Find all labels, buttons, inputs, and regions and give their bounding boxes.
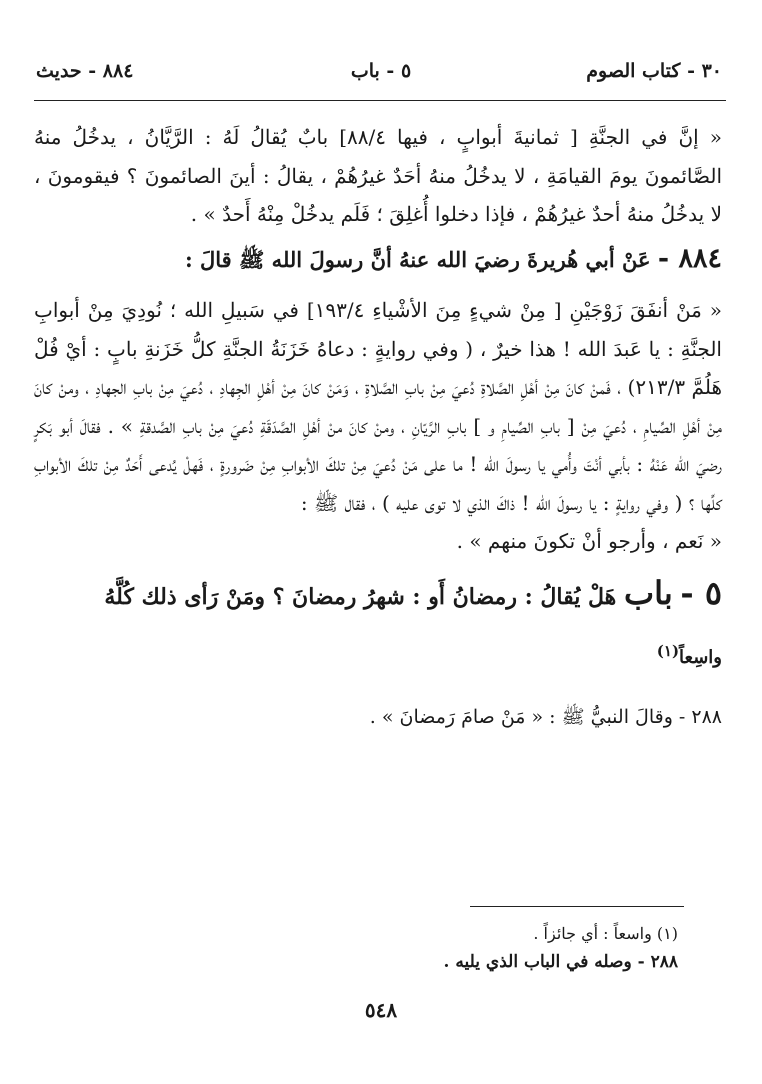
hadith-884-ending: « نَعم ، وأرجو أنْ تكونَ منهم » . [456,529,722,553]
footnote-marker: (١) [656,641,680,660]
hadith-884-heading [34,240,722,280]
footnote-rule [470,906,684,907]
hadith-884-text: « مَنْ أنفَقَ زَوْجَيْنِ [ مِنْ شيءٍ مِنَ الأشْياءِ ١٩٣/٤] في سَبيلِ الله ؛ نُودِيَ مِنْ أبوابِ الجنَّةِ : يا عَبدَ الله ! هذا خيرٌ ، ( وفي روايةٍ : دعاهُ خَزَنَةُ الجنَّةِ كلُّ خَزَنةِ بابٍ : أيْ فُلْ هَلُمَّ ٢١٣/٣) ، فَمنْ كانَ مِنْ أهْلِ الصَّلاةِ دُعيَ مِنْ بابِ الصَّلاةِ ، وَمَنْ كانَ مِنْ أهْلِ الجِهادِ ، دُعيَ مِنْ بابِ الجهادِ ، ومنْ كانَ مِنْ أهْلِ الصِّيامِ ، دُعيَ مِنْ [ بابِ الصِّيامِ و ] بابِ الرَّيّانِ ، ومنْ كانَ منْ أهْلِ الصَّدَقَةِ دُعيَ مِنْ بابِ الصَّدقةِ » . فقالَ أبو بَكرٍ رضيَ الله عَنْهُ : بأبي أنْتَ وأُمي يا رسولَ الله ! ما على مَنْ دُعيَ مِنْ تلكَ الأبوابِ مِنْ ضَرورةٍ ، فَهلْ يُدعى أَحَدٌ مِنْ تلكَ الأبوابِ كلِّها ؟ ( وفي روايةٍ : يا رسولَ الله ! ذاكَ الذي لا توى عليه ) ، فقال ﷺ : [34,298,722,515]
header-hadith-number: ٨٨٤ - حديث [36,60,134,82]
hadith-884-isnad: عَنْ أبي هُريرةَ رضيَ الله عنهُ أنَّ رسولَ الله ﷺ قالَ : [184,246,651,272]
main-text [34,118,722,736]
footnote-1: (١) واسعاً : أي جائزاً . [533,924,678,943]
footnote-288: ٢٨٨ - وصله في الباب الذي يليه . [443,952,678,972]
chapter-heading [34,571,722,619]
header-book-title: ٣٠ - كتاب الصوم [586,60,722,82]
hadith-883-text: « إنَّ في الجنَّةِ [ ثمانيةَ أبوابٍ ، فيها ٨٨/٤] بابٌ يُقالُ لَهُ : الرَّيَّانُ ، يدخُلُ منهُ الصَّائمونَ يومَ القيامَةِ ، لا يدخُلُ منهُ أحَدٌ غيرُهُمْ ، يقالُ : أينَ الصائمونَ ؟ فيقومونَ ، لا يدخُلُ منهُ أحدٌ غيرُهُمْ ، فإذا دخلوا أُغلِقَ ؛ فَلَم يدخُلْ مِنْهُ أَحدٌ » . [34,125,722,226]
paragraph-gap [34,279,722,291]
page-number: ٥٤٨ [364,998,398,1022]
chapter-title-continued [34,629,722,680]
chapter-title: هَلْ يُقالُ : رمضانُ أَو : شهرُ رمضانَ ؟ ومَنْ رَأى ذلك كُلَّهُ [104,583,617,610]
chapter-title-end: واسِعاً [679,646,722,668]
header-rule [34,100,726,101]
hadith-884-number: ٨٨٤ - [657,242,722,274]
chapter-word: باب [623,573,673,612]
chapter-number: ٥ - [680,573,722,612]
footnotes [34,920,678,976]
header-chapter: ٥ - باب [350,60,412,82]
muallaq-288: ٢٨٨ - وقالَ النبيُّ ﷺ : « مَنْ صامَ رَمضانَ » . [369,705,722,728]
